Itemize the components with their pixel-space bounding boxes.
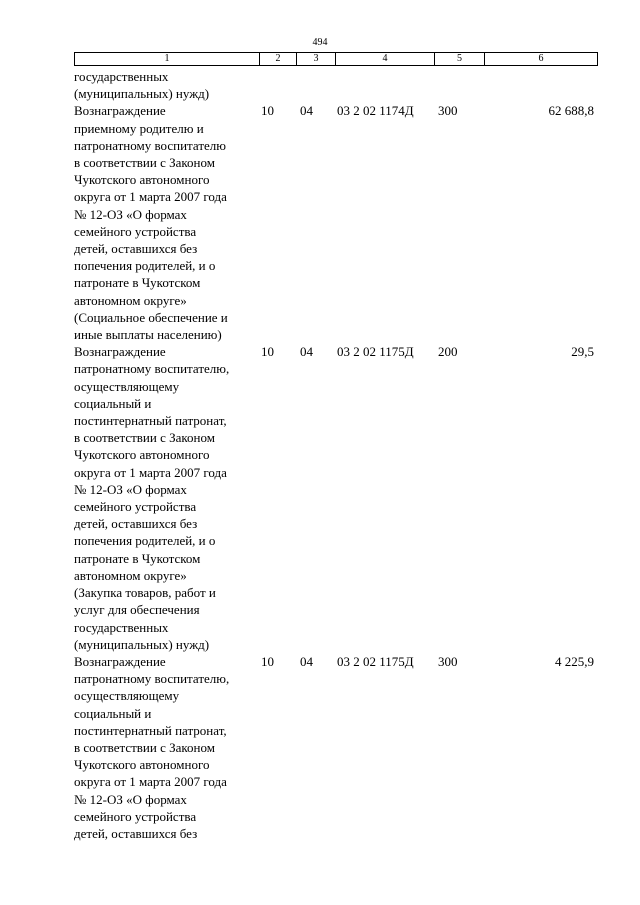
header-col-3: 3: [297, 53, 336, 65]
table-row: [74, 102, 598, 343]
table-row: [74, 653, 598, 842]
header-col-1: 1: [75, 53, 260, 65]
row-expense-type: 300: [438, 103, 458, 119]
row-target-article: [335, 68, 434, 102]
row-target-article: 03 2 02 1174Д: [337, 103, 414, 119]
row-subsection: 04: [300, 103, 313, 119]
header-col-4: 4: [336, 53, 435, 65]
row-amount: [484, 68, 598, 102]
row-description: Вознаграждение приемному родителю и патронатному воспитателю в соответствии с Законом Чукотского автономного округа от 1 марта 2007 года № 12-ОЗ «О формах семейного устройства детей, оставшихся без попечения родителей, и о патронате в Чукотском автономном округе» (Социальное обеспечение и иные выплаты населению): [74, 103, 228, 343]
row-section: 10: [261, 344, 274, 360]
row-expense-type: 200: [438, 344, 458, 360]
page-number: 494: [312, 37, 328, 48]
header-col-2: 2: [260, 53, 297, 65]
header-col-5: 5: [435, 53, 485, 65]
row-expense-type: 300: [438, 653, 458, 669]
row-description: Вознаграждение патронатному воспитателю, осуществляющему социальный и постинтернатный патронат, в соответствии с Законом Чукотского автономного округа от 1 марта 2007 года № 12-ОЗ «О формах семейного устройства детей, оставшихся без попечения родителей, и о патронате в Чукотском автономном округе» (Закупка товаров, работ и услуг для обеспечения государственных (муниципальных) нужд): [74, 344, 230, 652]
row-target-article: 03 2 02 1175Д: [337, 344, 414, 360]
row-subsection: [296, 68, 335, 102]
row-amount: 29,5: [571, 344, 594, 360]
header-col-6: 6: [538, 53, 544, 64]
table-body: [74, 68, 598, 842]
row-amount: 62 688,8: [548, 103, 594, 119]
row-section: 10: [261, 653, 274, 669]
table-row: [74, 343, 598, 653]
table-header: [74, 52, 598, 66]
row-description: государственных (муниципальных) нужд): [74, 69, 210, 102]
table-row: [74, 68, 598, 102]
row-section: 10: [261, 103, 274, 119]
row-target-article: 03 2 02 1175Д: [337, 653, 414, 669]
row-expense-type: [434, 68, 484, 102]
row-subsection: 04: [300, 344, 313, 360]
row-subsection: 04: [300, 653, 313, 669]
row-section: [259, 68, 296, 102]
row-description: Вознаграждение патронатному воспитателю, осуществляющему социальный и постинтернатный патронат, в соответствии с Законом Чукотского автономного округа от 1 марта 2007 года № 12-ОЗ «О формах семейного устройства детей, оставшихся без: [74, 653, 230, 841]
row-amount: 4 225,9: [555, 653, 594, 669]
